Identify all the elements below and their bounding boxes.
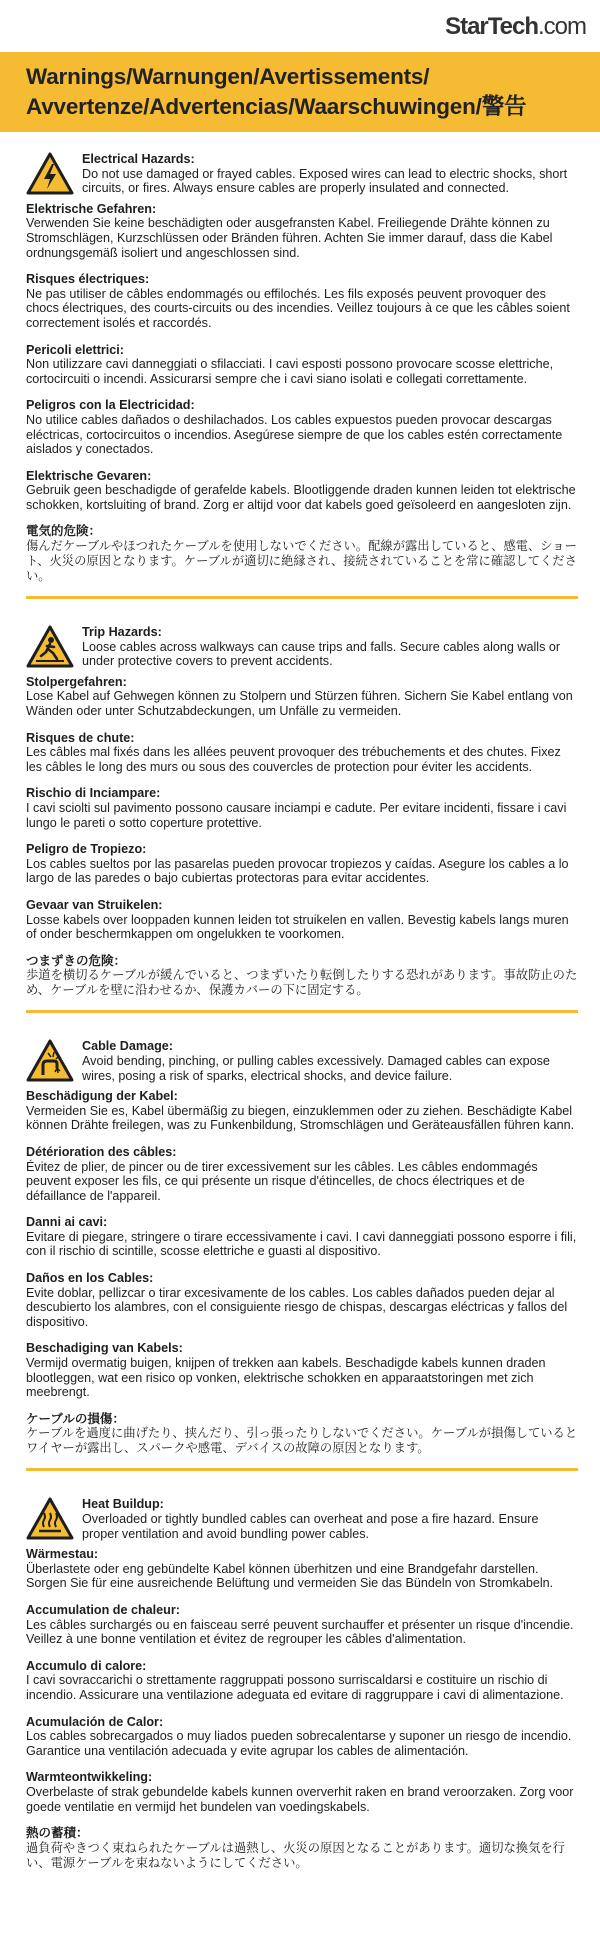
section-divider <box>26 1468 578 1471</box>
warning-body: Lose Kabel auf Gehwegen können zu Stolpern und Stürzen führen. Sichern Sie Kabel entlang von Wänden oder unter Schutzabdeckungen, um Unfälle zu vermeiden. <box>26 689 573 719</box>
warning-entry <box>26 469 578 513</box>
warning-body: Evitare di piegare, stringere o tirare eccessivamente i cavi. I cavi danneggiati possono esporre i fili, con il rischio di scintille, scosse elettriche e guasti al dispositivo. <box>26 1229 577 1259</box>
warning-entry <box>26 343 578 387</box>
section-cable-damage <box>26 1039 578 1456</box>
warning-entry-japanese <box>26 524 578 584</box>
warning-entry <box>26 1715 578 1759</box>
warning-body: Vermeiden Sie es, Kabel übermäßig zu biegen, einzuklemmen oder zu ziehen. Beschädigte Kabel können Drähte freilegen, was zu Funkenbildung, Stromschlägen und Geräteausfällen führen kann. <box>26 1103 575 1133</box>
warning-body: Ne pas utiliser de câbles endommagés ou effilochés. Les fils exposés peuvent provoquer des chocs électriques, des courts-circuits ou des incendies. Veillez toujours à ce que les câbles soient correctement isolés et raccordés. <box>26 286 570 330</box>
warning-body: Gebruik geen beschadigde of gerafelde kabels. Blootliggende draden kunnen leiden tot elektrische schokken, kortsluiting of brand. Zorg er altijd voor dat kabels goed geïsoleerd en aangesloten zijn. <box>26 483 576 512</box>
section-electrical-hazards <box>26 152 578 584</box>
warning-entry <box>26 1770 578 1814</box>
warning-title: Peligro de Tropiezo: <box>26 842 147 857</box>
cable-damage-icon <box>26 1039 74 1083</box>
warning-body: Vermijd overmatig buigen, knijpen of trekken aan kabels. Beschadigde kabels kunnen draden blootleggen, wat een risico op vonken, elektrische schokken en apparaatstoringen met zich meebrengt. <box>26 1356 546 1400</box>
warning-entry <box>26 1341 578 1399</box>
warning-entry <box>26 842 578 886</box>
logo-suffix: .com <box>537 13 586 40</box>
warning-entry <box>26 1547 578 1591</box>
warning-title: つまずきの危険： <box>26 952 127 968</box>
warning-title: Accumulo di calore: <box>26 1658 147 1673</box>
warning-body: Loose cables across walkways can cause trips and falls. Secure cables along walls or under protective covers to prevent accidents. <box>82 639 561 669</box>
warning-body: Non utilizzare cavi danneggiati o sfilacciati. I cavi esposti possono provocare scosse elettriche, cortocircuiti o incendi. Assicurarsi sempre che i cavi siano isolati e collegati correttamente. <box>26 357 554 386</box>
warning-title: Daños en los Cables: <box>26 1271 154 1286</box>
warning-title: Acumulación de Calor: <box>26 1714 164 1729</box>
warning-body: Do not use damaged or frayed cables. Exposed wires can lead to electric shocks, short circuits, or fires. Always ensure cables are properly insulated and connected. <box>82 166 568 196</box>
warning-entry <box>26 1089 578 1133</box>
warning-entry <box>26 398 578 456</box>
warning-entry <box>26 898 578 942</box>
section-heat-buildup <box>26 1497 578 1870</box>
warnings-content <box>0 132 600 1871</box>
warning-body: Avoid bending, pinching, or pulling cables excessively. Damaged cables can expose wires, posing a risk of sparks, electrical shocks, and device failure. <box>82 1053 550 1083</box>
warning-body: I cavi sovraccarichi o strettamente raggruppati possono surriscaldarsi e costituire un rischio di incendio. Assicurare una ventilazione adeguata ed evitare di raggruppare i cavi di alimentazione. <box>26 1673 564 1702</box>
warning-title: Beschädigung der Kabel: <box>26 1089 178 1104</box>
warning-body: ケーブルを過度に曲げたり、挟んだり、引っ張ったりしないでください。ケーブルが損傷しているとワイヤーが露出し、スパークや感電、デバイスの故障の原因となります。 <box>26 1426 578 1456</box>
trip-hazard-icon <box>26 625 74 669</box>
warning-body: Les câbles surchargés ou en faisceau serré peuvent surchauffer et présenter un risque d'incendie. Veillez à une bonne ventilation et évitez de regrouper les câbles d'alimentation. <box>26 1617 574 1647</box>
warning-title: 熱の蓄積： <box>26 1825 89 1841</box>
warning-title: Warmteontwikkeling: <box>26 1770 153 1785</box>
warning-title: Rischio di Inciampare: <box>26 786 161 801</box>
warning-title: Risques de chute: <box>26 730 135 745</box>
warning-body: Verwenden Sie keine beschädigten oder ausgefransten Kabel. Freiliegende Drähte können zu Stromschlägen, Kurzschlüssen oder Bränden führen. Achten Sie immer darauf, dass die Kabel ordnungsgemäß isoliert und angeschlossen sind. <box>26 216 553 260</box>
warning-title: Electrical Hazards: <box>82 152 195 166</box>
warning-body: I cavi sciolti sul pavimento possono causare inciampi e cadute. Per evitare incidenti, fissare i cavi lungo le pareti o sotto coperture protettive. <box>26 801 567 830</box>
warning-body: Los cables sueltos por las pasarelas pueden provocar tropiezos y caídas. Asegure los cables a lo largo de las paredes o bajo cubiertas protectoras para evitar accidentes. <box>26 856 569 886</box>
warning-entry <box>26 272 578 330</box>
heat-buildup-icon <box>26 1497 74 1541</box>
warning-title: Beschadiging van Kabels: <box>26 1341 183 1356</box>
warning-entry <box>26 1659 578 1703</box>
warning-title: Accumulation de chaleur: <box>26 1602 180 1617</box>
warning-body: Overloaded or tightly bundled cables can overheat and pose a fire hazard. Ensure proper ventilation and avoid bundling power cables. <box>82 1512 539 1541</box>
warning-entry-japanese <box>26 1826 578 1871</box>
section-trip-hazards <box>26 625 578 998</box>
warning-body: 過負荷やきつく束ねられたケーブルは過熱し、火災の原因となることがあります。適切な換気を行い、電源ケーブルを束ねないようにしてください。 <box>26 1840 565 1870</box>
warning-entry <box>26 1145 578 1203</box>
warning-title: Elektrische Gevaren: <box>26 468 152 483</box>
page-header <box>0 0 600 52</box>
page-title-line-1: Warnings/Warnungen/Avertissements/ <box>26 64 430 89</box>
warning-entry <box>82 1497 578 1541</box>
warning-entry-japanese <box>26 954 578 999</box>
warning-title: Heat Buildup: <box>82 1497 164 1512</box>
warning-title: Gevaar van Struikelen: <box>26 897 163 912</box>
warning-body: Les câbles mal fixés dans les allées peuvent provoquer des trébuchements et des chutes. Fixez les câbles le long des murs ou sous des couvercles de protection pour éviter les accidents. <box>26 745 561 774</box>
warning-body: 傷んだケーブルやほつれたケーブルを使用しないでください。配線が露出していると、感電、ショート、火災の原因となります。ケーブルが適切に絶縁され、接続されていることを常に確認してください。 <box>26 539 577 584</box>
warning-title: Pericoli elettrici: <box>26 342 124 357</box>
warning-entry <box>82 625 578 669</box>
section-divider <box>26 1010 578 1013</box>
warning-body: Los cables sobrecargados o muy liados pueden sobrecalentarse y suponer un riesgo de incendio. Garantice una ventilación adecuada y evite agrupar los cables de alimentación. <box>26 1729 572 1758</box>
warning-entry <box>26 731 578 775</box>
warning-body: Losse kabels over looppaden kunnen leiden tot struikelen en vallen. Bevestig kabels langs muren of onder beschermkappen om ongelukken te voorkomen. <box>26 912 569 942</box>
page-title-line-2: Avvertenze/Advertencias/Waarschuwingen/警告 <box>26 94 527 119</box>
warning-body: Evite doblar, pellizcar o tirar excesivamente de los cables. Los cables dañados pueden dejar al descubierto los alambres, con el consiguiente riesgo de chispas, descargas eléctricas y fallos del dispositivo. <box>26 1285 568 1329</box>
warning-entry <box>26 675 578 719</box>
page-title <box>26 62 574 122</box>
warning-title: Trip Hazards: <box>82 625 162 640</box>
warning-entry <box>26 1215 578 1259</box>
title-banner <box>0 52 600 132</box>
warning-title: Cable Damage: <box>82 1039 173 1054</box>
warning-body: 歩道を横切るケーブルが緩んでいると、つまずいたり転倒したりする恐れがあります。事故防止のため、ケーブルを壁に沿わせるか、保護カバーの下に固定する。 <box>26 968 578 998</box>
logo-text: StarTech <box>445 13 538 40</box>
warning-body: Überlastete oder eng gebündelte Kabel können überhitzen und eine Brandgefahr darstellen. Sorgen Sie für eine ausreichende Belüftung und vermeiden Sie das Bündeln von Stromkabeln. <box>26 1561 554 1591</box>
warning-body: Évitez de plier, de pincer ou de tirer excessivement sur les câbles. Les câbles endommagés peuvent exposer les fils, ce qui présente un risque d'étincelles, de chocs électriques et de défaillance de l'appareil. <box>26 1159 538 1203</box>
warning-body: No utilice cables dañados o deshilachados. Los cables expuestos pueden provocar descargas eléctricas, cortocircuitos o incendios. Asegúrese siempre de que los cables estén correctamente aislados y conectados. <box>26 412 563 457</box>
warning-title: 電気的危険： <box>26 523 102 539</box>
warning-title: Danni ai cavi: <box>26 1215 108 1230</box>
warning-entry <box>82 152 578 196</box>
warning-title: Elektrische Gefahren: <box>26 201 157 216</box>
electrical-hazard-icon <box>26 152 74 196</box>
section-divider <box>26 596 578 599</box>
warning-title: Détérioration des câbles: <box>26 1144 177 1159</box>
warning-entry <box>26 1603 578 1647</box>
warning-title: ケーブルの損傷： <box>26 1410 125 1426</box>
warning-title: Peligros con la Electricidad: <box>26 398 195 413</box>
warning-entry <box>26 786 578 830</box>
warning-title: Risques électriques: <box>26 272 150 287</box>
warning-title: Wärmestau: <box>26 1547 99 1562</box>
warning-entry <box>26 202 578 260</box>
warning-entry-japanese <box>26 1412 578 1457</box>
warning-title: Stolpergefahren: <box>26 674 127 689</box>
startech-logo <box>445 13 586 41</box>
warning-body: Overbelaste of strak gebundelde kabels kunnen oververhit raken en brand veroorzaken. Zorg voor goede ventilatie en vermijd het bundelen van voedingskabels. <box>26 1784 574 1814</box>
warning-entry <box>26 1271 578 1329</box>
warning-entry <box>82 1039 578 1083</box>
